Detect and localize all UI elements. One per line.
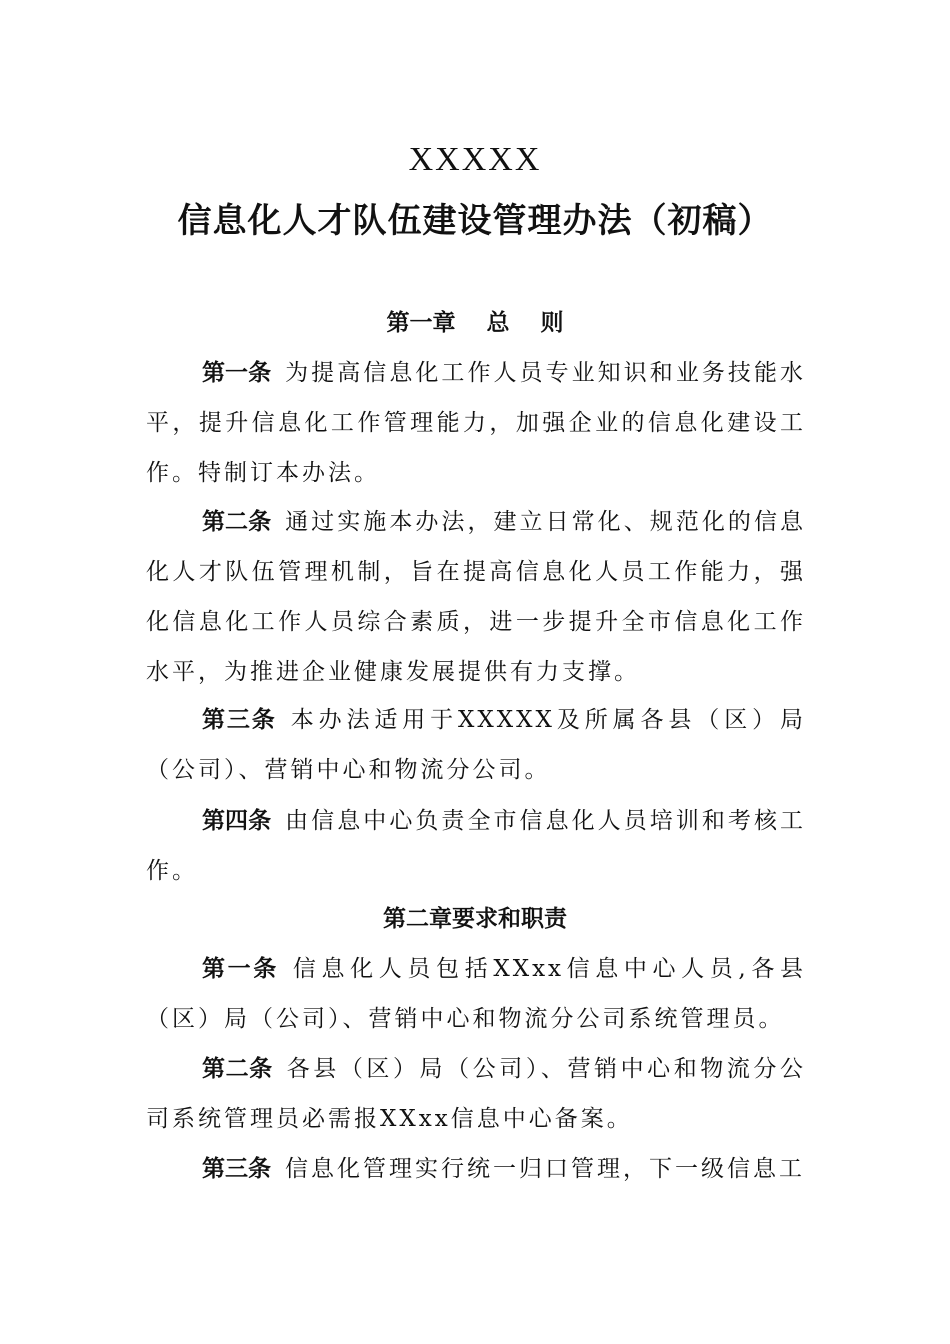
article-text: 通过实施本办法，建立日常化、规范化的信息化人才队伍管理机制，旨在提高信息化人员工作能力，强化信息化工作人员综合素质，进一步提升全市信息化工作水平，为推进企业健康发展提供有力支撑。	[146, 509, 807, 685]
article-number: 第四条	[202, 808, 272, 834]
chapter-1-article-4	[146, 796, 806, 896]
article-text: 信息化人员包括XXxx信息中心人员,各县（区）局（公司）、营销中心和物流分公司系统管理员。	[146, 956, 806, 1032]
article-number: 第一条	[202, 956, 279, 982]
article-text: 各县（区）局（公司）、营销中心和物流分公司系统管理员必需报XXxx信息中心备案。	[146, 1056, 807, 1132]
chapter-2-heading: 第二章要求和职责	[383, 906, 567, 932]
article-text: 本办法适用于XXXXX及所属各县（区）局（公司）、营销中心和物流分公司。	[146, 707, 806, 783]
article-number: 第三条	[202, 1156, 271, 1182]
article-number: 第二条	[202, 1056, 273, 1082]
article-text: 为提高信息化工作人员专业知识和业务技能水平，提升信息化工作管理能力，加强企业的信息化建设工作。特制订本办法。	[146, 360, 807, 486]
chapter-2-article-3	[146, 1144, 806, 1194]
chapter-1-heading: 第一章 总 则	[386, 310, 564, 336]
chapter-2-article-2	[146, 1044, 806, 1144]
article-text: 由信息中心负责全市信息化人员培训和考核工作。	[146, 808, 807, 884]
document-title: 信息化人才队伍建设管理办法（初稿）	[177, 201, 773, 241]
article-number: 第一条	[202, 360, 272, 386]
chapter-1-article-3	[146, 695, 806, 795]
article-text: 信息化管理实行统一归口管理，下一级信息工	[285, 1156, 805, 1182]
chapter-1-article-2	[146, 497, 806, 697]
chapter-2-article-1	[146, 944, 806, 1044]
article-number: 第二条	[202, 509, 272, 535]
document-title-org: XXXXX	[408, 141, 542, 178]
article-number: 第三条	[202, 707, 277, 733]
chapter-1-article-1	[146, 348, 806, 498]
